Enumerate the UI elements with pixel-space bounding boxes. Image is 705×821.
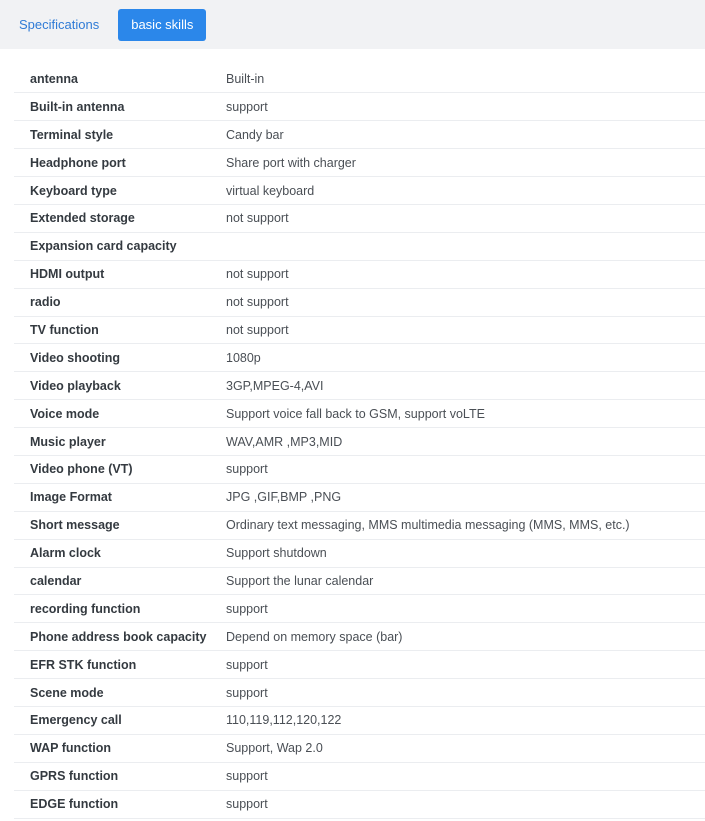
spec-value: Support the lunar calendar — [226, 567, 705, 595]
table-row — [14, 372, 705, 400]
spec-name: WAP function — [14, 734, 226, 762]
table-row — [14, 288, 705, 316]
table-row — [14, 65, 705, 93]
table-row — [14, 316, 705, 344]
spec-name: antenna — [14, 65, 226, 93]
table-row — [14, 344, 705, 372]
table-row — [14, 706, 705, 734]
tab-basic-skills[interactable]: basic skills — [118, 9, 206, 41]
spec-name: Video shooting — [14, 344, 226, 372]
spec-value: virtual keyboard — [226, 177, 705, 205]
spec-value: Built-in — [226, 65, 705, 93]
spec-value: not support — [226, 316, 705, 344]
table-row — [14, 483, 705, 511]
spec-value: support — [226, 651, 705, 679]
spec-value: 110,119,112,120,122 — [226, 706, 705, 734]
spec-value: Candy bar — [226, 121, 705, 149]
spec-value: Support shutdown — [226, 539, 705, 567]
spec-name: Built-in antenna — [14, 93, 226, 121]
spec-name: Video phone (VT) — [14, 455, 226, 483]
spec-name: Keyboard type — [14, 177, 226, 205]
spec-name: recording function — [14, 595, 226, 623]
spec-value: support — [226, 679, 705, 707]
table-row — [14, 511, 705, 539]
spec-name: Emergency call — [14, 706, 226, 734]
table-row — [14, 204, 705, 232]
spec-value: not support — [226, 288, 705, 316]
spec-name: Image Format — [14, 483, 226, 511]
spec-name: radio — [14, 288, 226, 316]
tab-bar — [0, 0, 705, 49]
table-row — [14, 539, 705, 567]
specs-panel — [0, 49, 705, 819]
spec-name: Scene mode — [14, 679, 226, 707]
spec-name: EFR STK function — [14, 651, 226, 679]
spec-value: Depend on memory space (bar) — [226, 623, 705, 651]
spec-value: support — [226, 455, 705, 483]
spec-value: 1080p — [226, 344, 705, 372]
spec-name: Voice mode — [14, 400, 226, 428]
table-row — [14, 567, 705, 595]
table-row — [14, 428, 705, 456]
table-row — [14, 623, 705, 651]
spec-value: not support — [226, 260, 705, 288]
spec-name: Extended storage — [14, 204, 226, 232]
spec-name: GPRS function — [14, 762, 226, 790]
spec-value: support — [226, 595, 705, 623]
table-row — [14, 455, 705, 483]
spec-value: Support, Wap 2.0 — [226, 734, 705, 762]
spec-value: Support voice fall back to GSM, support voLTE — [226, 400, 705, 428]
table-row — [14, 734, 705, 762]
table-row — [14, 121, 705, 149]
spec-name: Phone address book capacity — [14, 623, 226, 651]
spec-name: HDMI output — [14, 260, 226, 288]
spec-name: Headphone port — [14, 149, 226, 177]
specs-table — [14, 65, 705, 819]
spec-value: support — [226, 762, 705, 790]
spec-value: JPG ,GIF,BMP ,PNG — [226, 483, 705, 511]
table-row — [14, 232, 705, 260]
table-row — [14, 762, 705, 790]
spec-value: Share port with charger — [226, 149, 705, 177]
spec-value: not support — [226, 204, 705, 232]
table-row — [14, 679, 705, 707]
spec-value: WAV,AMR ,MP3,MID — [226, 428, 705, 456]
tab-specifications[interactable]: Specifications — [19, 16, 100, 32]
spec-name: TV function — [14, 316, 226, 344]
spec-name: Expansion card capacity — [14, 232, 226, 260]
spec-value: 3GP,MPEG-4,AVI — [226, 372, 705, 400]
spec-value — [226, 232, 705, 260]
spec-value: support — [226, 93, 705, 121]
table-row — [14, 595, 705, 623]
spec-value: support — [226, 790, 705, 818]
spec-name: Alarm clock — [14, 539, 226, 567]
spec-name: Terminal style — [14, 121, 226, 149]
table-row — [14, 177, 705, 205]
spec-name: EDGE function — [14, 790, 226, 818]
spec-value: Ordinary text messaging, MMS multimedia messaging (MMS, MMS, etc.) — [226, 511, 705, 539]
spec-name: Short message — [14, 511, 226, 539]
table-row — [14, 790, 705, 818]
spec-name: Video playback — [14, 372, 226, 400]
table-row — [14, 400, 705, 428]
table-row — [14, 260, 705, 288]
spec-name: calendar — [14, 567, 226, 595]
table-row — [14, 93, 705, 121]
spec-name: Music player — [14, 428, 226, 456]
table-row — [14, 149, 705, 177]
table-row — [14, 651, 705, 679]
